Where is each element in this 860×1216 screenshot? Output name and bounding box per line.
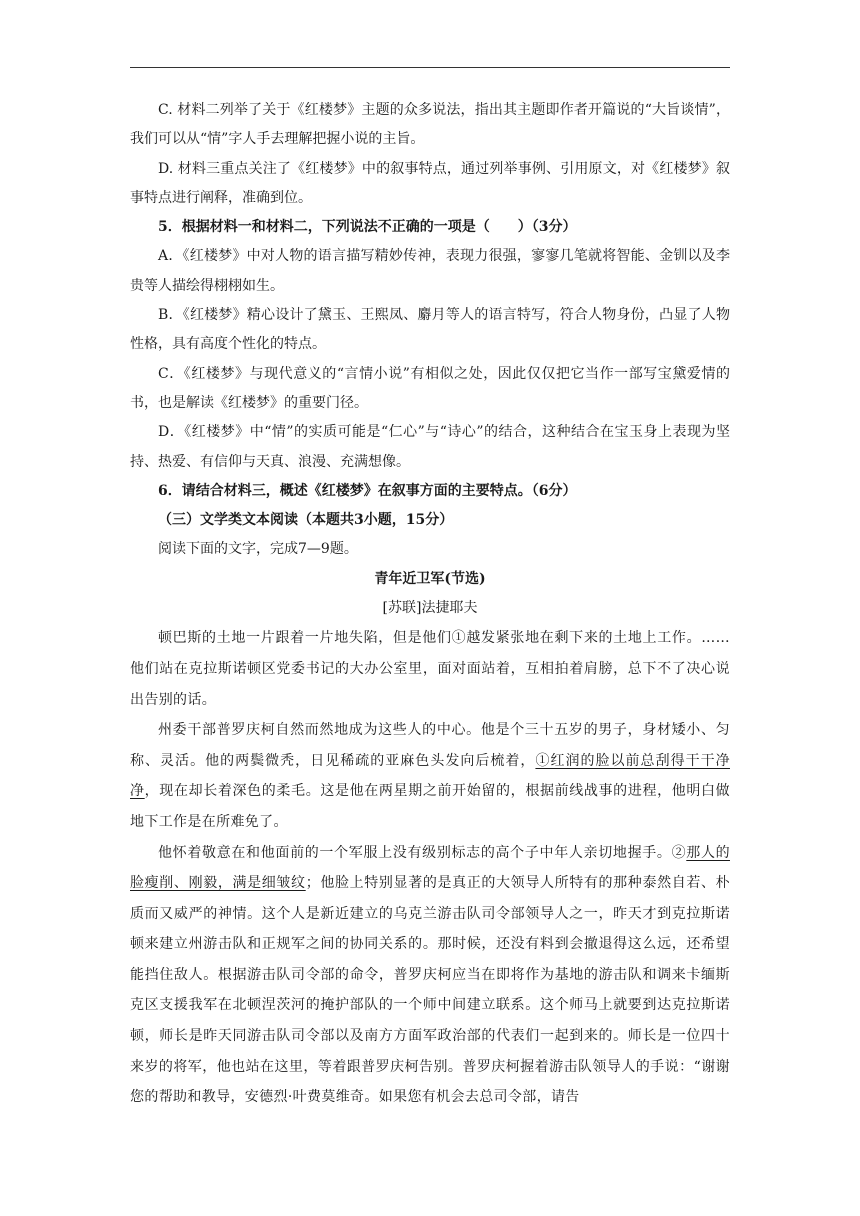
question-5-stem: 5．根据材料一和材料二，下列说法不正确的一项是（ ）（3分） bbox=[158, 219, 577, 236]
story-title: 青年近卫军(节选) bbox=[374, 570, 486, 587]
story-paragraph-2 bbox=[130, 715, 730, 837]
q5-option-a: A．《红楼梦》中对人物的语言描写精妙传神，表现力很强，寥寥几笔就将智能、金钏以及李贵等人描绘得栩栩如生。 bbox=[130, 248, 730, 294]
story-paragraph-3 bbox=[130, 838, 730, 1113]
story-author: [苏联]法捷耶夫 bbox=[382, 600, 478, 617]
q4-option-d: D. 材料三重点关注了《红楼梦》中的叙事特点，通过列举事例、引用原文，对《红楼梦》叙事特点进行阐释，准确到位。 bbox=[130, 160, 730, 206]
story-p2-text-after: ，现在却长着深色的柔毛。这是他在两星期之前开始留的，根据前线战事的进程，他明白做地下工作是在所难免了。 bbox=[130, 783, 731, 830]
section-3-heading: （三）文学类文本阅读（本题共3小题，15分） bbox=[158, 512, 454, 529]
story-paragraph-1: 顿巴斯的土地一片跟着一片地失陷，但是他们①越发紧张地在剩下来的土地上工作。……他们站在克拉斯诺顿区党委书记的大办公室里，面对面站着，互相拍着肩膀，总下不了决心说出告别的话。 bbox=[130, 630, 730, 708]
underlined-phrase-1: ①红润的脸以前总刮得干干净净 bbox=[130, 752, 730, 800]
question-6-stem: 6．请结合材料三，概述《红楼梦》在叙事方面的主要特点。（6分） bbox=[158, 482, 577, 499]
q5-option-c: C．《红楼梦》与现代意义的“言情小说”有相似之处，因此仅仅把它当作一部写宝黛爱情的书，也是解读《红楼梦》的重要门径。 bbox=[130, 365, 730, 411]
q5-option-d: D．《红楼梦》中“情”的实质可能是“仁心”与“诗心”的结合，这种结合在宝玉身上表现为坚持、热爱、有信仰与天真、浪漫、充满想像。 bbox=[130, 424, 730, 470]
story-p3-text-after: ；他脸上特别显著的是真正的大领导人所特有的那种泰然自若、朴质而又威严的神情。这个人是新近建立的乌克兰游击队司令部领导人之一，昨天才到克拉斯诺顿来建立州游击队和正规军之间的协同关系的。那时候，还没有料到会撤退得这么远，还希望能挡住敌人。根据游击队司令部的命令，普罗庆柯应当在即将作为基地的游击队和调来卡缅斯克区支援我军在北顿涅茨河的掩护部队的一个师中间建立联系。这个师马上就要到达克拉斯诺顿，师长是昨天同游击队司令部以及南方方面军政治部的代表们一起到来的。师长是一位四十来岁的将军，他也站在这里，等着跟普罗庆柯告别。普罗庆柯握着游击队领导人的手说：“谢谢您的帮助和教导，安德烈·叶费莫维奇。如果您有机会去总司令部，请告 bbox=[130, 875, 730, 1106]
section-3-instruction: 阅读下面的文字，完成7—9题。 bbox=[158, 541, 358, 558]
underlined-phrase-2: 那人的脸瘦削、刚毅，满是细皱纹 bbox=[130, 844, 730, 892]
story-p2-text-before: 州委干部普罗庆柯自然而然地成为这些人的中心。他是个三十五岁的男子，身材矮小、匀称、灵活。他的两鬓微秃，日见稀疏的亚麻色头发向后梳着， bbox=[130, 722, 730, 769]
page-body bbox=[130, 96, 730, 1113]
q4-option-c: C. 材料二列举了关于《红楼梦》主题的众多说法，指出其主题即作者开篇说的“大旨谈情”，我们可以从“情”字人手去理解把握小说的主旨。 bbox=[130, 102, 730, 148]
header-rule bbox=[130, 67, 730, 68]
story-text bbox=[130, 623, 730, 1113]
story-p3-text-before: 他怀着敬意在和他面前的一个军服上没有级别标志的高个子中年人亲切地握手。② bbox=[158, 844, 687, 861]
q5-option-b: B．《红楼梦》精心设计了黛玉、王熙凤、麝月等人的语言特写，符合人物身份，凸显了人物性格，具有高度个性化的特点。 bbox=[130, 307, 730, 353]
